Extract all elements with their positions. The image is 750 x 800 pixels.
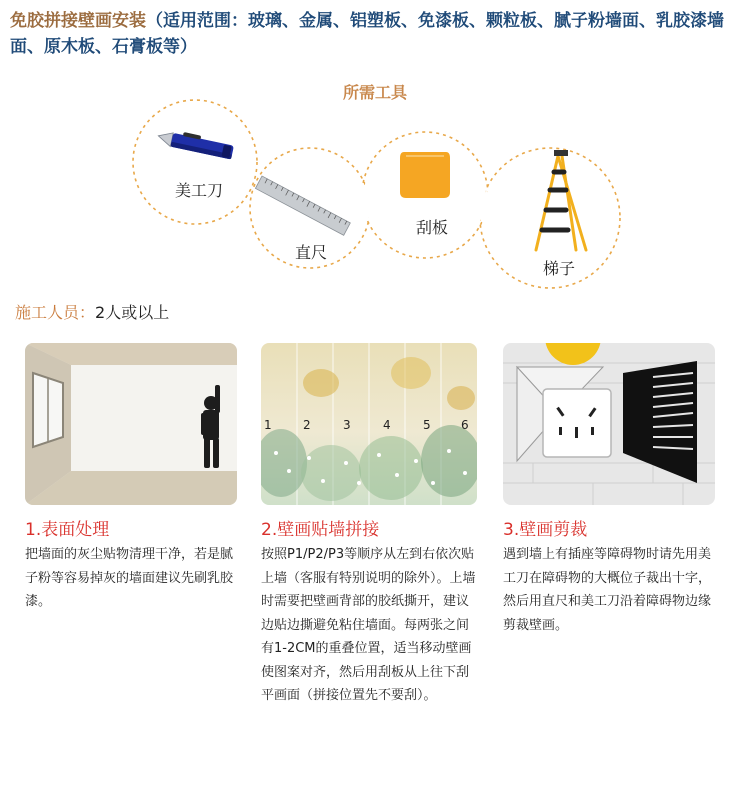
page-header: [10, 8, 745, 60]
tool-label-ladder: 梯子: [543, 259, 576, 278]
step3-text: 遇到墙上有插座等障碍物时请先用美工刀在障碍物的大概位子裁出十字，然后用直尺和美工刀沿着障碍物边缘剪裁壁画。: [503, 547, 712, 633]
step1-text: 把墙面的灰尘贴物清理干净，若是腻子粉等容易掉灰的墙面建议先刷乳胶漆。: [25, 547, 234, 609]
workers-label: 施工人员：: [15, 303, 96, 322]
step1-image: [25, 343, 237, 505]
workers-line: [15, 300, 169, 323]
step2-image: [261, 343, 477, 505]
tool-label-knife: 美工刀: [175, 181, 224, 200]
workers-value: 2人或以上: [95, 303, 170, 322]
scraper-icon: [400, 152, 450, 198]
tools-heading: 所需工具: [342, 83, 407, 102]
step2-text: 按照P1/P2/P3等顺序从左到右依次贴上墙（客服有特别说明的除外）。上墙时需要把壁画背部的胶纸撕开，建议边贴边撕避免粘住墙面。每两张之间有1-2CM的重叠位置，适当移动壁画使图案对齐，然后用刮板从上往下刮平画面（拼接位置先不要刮）。: [261, 547, 476, 703]
tool-label-scraper: 刮板: [416, 218, 449, 237]
panel-number-4: 4: [383, 418, 391, 432]
page-subtitle: （适用范围：玻璃、金属、铝塑板、免漆板、颗粒板、腻子粉墙面、乳胶漆墙面、原木板、石膏板等）: [10, 11, 724, 57]
step2-title: 2.壁画贴墙拼接: [261, 520, 380, 540]
step1-title: 1.表面处理: [25, 520, 110, 540]
panel-number-1: 1: [264, 418, 272, 432]
panel-number-6: 6: [461, 418, 469, 432]
panel-number-2: 2: [303, 418, 311, 432]
panel-number-3: 3: [343, 418, 351, 432]
panel-number-5: 5: [423, 418, 431, 432]
step3-title: 3.壁画剪裁: [503, 520, 588, 540]
tool-label-ruler: 直尺: [295, 243, 328, 262]
step3-image: [503, 343, 715, 505]
page-title: 免胶拼接壁画安装: [10, 11, 146, 31]
